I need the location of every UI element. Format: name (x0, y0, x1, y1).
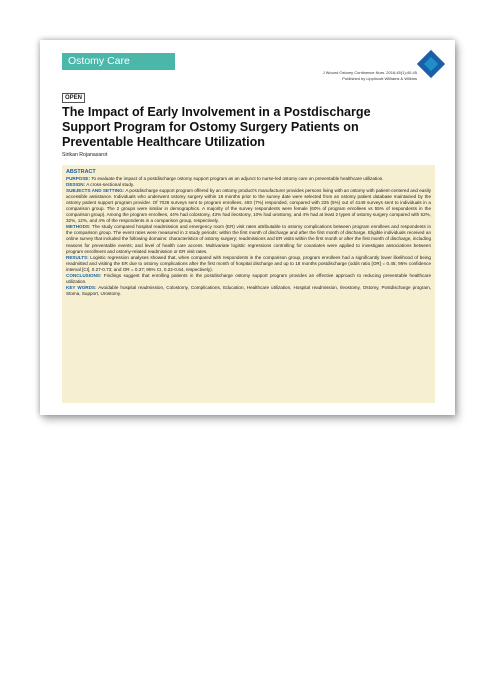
abstract-keywords (66, 285, 431, 297)
abstract-heading: ABSTRACT (66, 169, 96, 175)
section-text: The study compared hospital readmission and emergency room (ER) visit rates attributable to ostomy complications between program enrollees and respondents in the comparison group. The event rates were measured in 2 study periods: within the first month of discharge and after the first month of discharge. Eligible individuals received an online survey that included the following domains: characteristics of ostomy surgery; readmissions and ER visits within the first month or after the first month of discharge, including reasons for preventable events; and level of health care access. Multivariate logistic regressions controlling for covariates were applied to investigate associations between program enrollment and ostomy-related readmission or ER visit rates. (66, 224, 431, 254)
section-label: SUBJECTS AND SETTING: (66, 188, 125, 194)
section-label: METHODS: (66, 224, 91, 230)
section-label: CONCLUSIONS: (66, 272, 102, 278)
article-page (40, 40, 455, 415)
journal-logo-icon (417, 50, 445, 78)
abstract-subjects (66, 188, 431, 224)
section-text: To evaluate the impact of a postdischarge ostomy support program as an adjunct to nurse-led ostomy care on preventable healthcare utilization. (91, 176, 384, 181)
article-author: Sirikan Rojanasarot (62, 152, 108, 158)
journal-line: Published by Lippincott Williams & Wilkins (342, 75, 417, 81)
section-text: Logistic regression analyses showed that, when compared with respondents in the comparison group, program enrollees had a significantly lower likelihood of being readmitted and visiting the ER due to ostomy complications after the first month of hospital discharge and up to 18 months postdischarge (odds ratio [OR] = 0.45; 95% confidence interval [CI], 0.27-0.73; and OR = 0.37; 95% CI, 0.22-0.64, respectively). (66, 254, 431, 272)
section-text: Findings suggest that enrolling patients in the postdischarge ostomy support program provides an effective approach to reducing preventable healthcare utilization. (66, 272, 431, 284)
section-tag: Ostomy Care (62, 53, 175, 70)
section-text: A postdischarge support program offered by an ostomy product's manufacturer provides persons living with an ostomy with patient-centered and easily accessible assistance. Individuals who underwent ostomy surgery within 18 months prior to the survey date were selected from an ostomy patient database maintained by the ostomy patient support program provider. Of 7026 surveys sent to program enrollees, 493 (7%) responded, compared with 225 (5%) out of 4149 surveys sent to individuals in a comparison group. The 2 groups were similar in demographics. A majority of the survey respondents were female (60% of program enrollees vs 55% of respondents in the comparison group). Among the program enrollees, 44% had colostomy, 43% had ileostomy, 10% had urostomy, and 4% had at least 2 types of ostomy surgery compared with 52%, 32%, 12%, and 4% of the respondents in a comparison group, respectively. (66, 188, 431, 224)
open-access-badge: OPEN (62, 93, 85, 103)
section-label: KEY WORDS: (66, 284, 97, 290)
section-label: DESIGN: (66, 182, 86, 188)
journal-line: J Wound Ostomy Continence Nurs. 2016;45(1):40-45 (322, 70, 417, 75)
journal-citation (323, 70, 417, 81)
article-title: The Impact of Early Involvement in a Postdischarge Support Program for Ostomy Surgery Patients on Preventable Healthcare Utilization (62, 105, 371, 149)
abstract-methods (66, 224, 431, 254)
abstract-results (66, 255, 431, 273)
section-label: PURPOSE: (66, 176, 90, 181)
abstract-conclusions (66, 273, 431, 285)
section-text: A cross-sectional study. (86, 182, 135, 188)
section-text: Avoidable hospital readmission, Colostomy, Complications, Education, Healthcare utilization, Hospital readmission, Ileostomy, Ostomy, Postdischarge program, Stoma, Support, Urostomy. (66, 284, 431, 296)
abstract-box (62, 165, 435, 403)
section-label: RESULTS: (66, 254, 89, 260)
